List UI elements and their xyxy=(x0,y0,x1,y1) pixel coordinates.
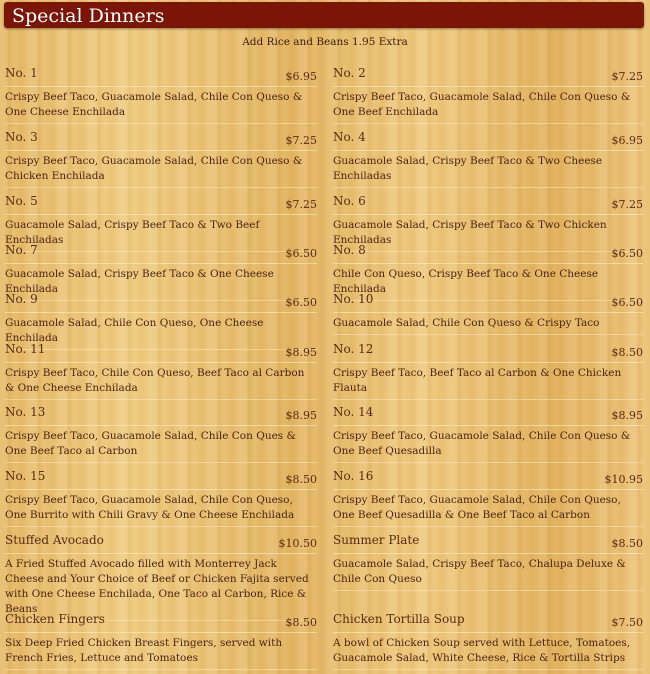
item-description: Crispy Beef Taco, Guacamole Salad, Chile Con Queso & One Beef Enchilada xyxy=(333,90,643,124)
item-price: $8.95 xyxy=(611,409,643,422)
menu-item xyxy=(5,612,317,670)
item-name: No. 7 xyxy=(5,243,38,257)
item-name: No. 14 xyxy=(333,405,374,419)
section-header xyxy=(4,2,644,28)
item-price: $6.95 xyxy=(285,70,317,83)
item-name: No. 11 xyxy=(5,342,46,356)
item-description: Guacamole Salad, Crispy Beef Taco & Two Beef Enchiladas xyxy=(5,218,317,252)
item-description: Crispy Beef Taco, Guacamole Salad, Chile Con Queso & One Beef Quesadilla xyxy=(333,429,643,463)
menu-item xyxy=(333,533,643,591)
menu-item xyxy=(333,405,643,463)
item-description: Six Deep Fried Chicken Breast Fingers, served with French Fries, Lettuce and Tomatoes xyxy=(5,636,317,670)
item-description: Guacamole Salad, Chile Con Queso & Crispy Taco xyxy=(333,316,643,335)
item-description: Guacamole Salad, Chile Con Queso, One Cheese Enchilada xyxy=(5,316,317,350)
item-price: $6.95 xyxy=(611,134,643,147)
item-name: No. 6 xyxy=(333,194,366,208)
item-name: No. 10 xyxy=(333,292,374,306)
item-description: Crispy Beef Taco, Guacamole Salad, Chile Con Queso, One Beef Quesadilla & One Beef Taco al Carbon xyxy=(333,493,643,527)
item-description: Guacamole Salad, Crispy Beef Taco & Two Chicken Enchiladas xyxy=(333,218,643,252)
item-price: $6.50 xyxy=(611,296,643,309)
item-price: $7.25 xyxy=(285,134,317,147)
item-description: A Fried Stuffed Avocado filled with Monterrey Jack Cheese and Your Choice of Beef or Chicken Fajita served with One Cheese Enchilada, One Taco al Carbon, Rice & Beans xyxy=(5,557,317,621)
item-price: $6.50 xyxy=(611,247,643,260)
item-name: No. 8 xyxy=(333,243,366,257)
menu-item xyxy=(333,469,643,527)
item-description: Crispy Beef Taco, Guacamole Salad, Chile Con Queso & Chicken Enchilada xyxy=(5,154,317,188)
menu-item xyxy=(5,533,317,621)
item-name: No. 5 xyxy=(5,194,38,208)
item-price: $7.25 xyxy=(611,198,643,211)
item-description: Chile Con Queso, Crispy Beef Taco & One Cheese Enchilada xyxy=(333,267,643,301)
item-description: Crispy Beef Taco, Guacamole Salad, Chile Con Queso & One Cheese Enchilada xyxy=(5,90,317,124)
item-name: Chicken Fingers xyxy=(5,612,105,626)
item-price: $7.25 xyxy=(285,198,317,211)
item-price: $10.95 xyxy=(604,473,643,486)
item-description: Crispy Beef Taco, Guacamole Salad, Chile Con Queso, One Burrito with Chili Gravy & One Cheese Enchilada xyxy=(5,493,317,527)
item-price: $8.50 xyxy=(285,473,317,486)
item-price: $7.50 xyxy=(611,616,643,629)
item-name: No. 2 xyxy=(333,66,366,80)
item-name: No. 4 xyxy=(333,130,366,144)
item-price: $7.25 xyxy=(611,70,643,83)
item-price: $8.95 xyxy=(285,409,317,422)
item-name: No. 15 xyxy=(5,469,46,483)
item-price: $6.50 xyxy=(285,247,317,260)
item-description: Crispy Beef Taco, Guacamole Salad, Chile Con Ques & One Beef Taco al Carbon xyxy=(5,429,317,463)
item-price: $10.50 xyxy=(278,537,317,550)
menu-item xyxy=(5,130,317,188)
menu-item xyxy=(333,612,643,670)
item-name: Chicken Tortilla Soup xyxy=(333,612,465,626)
item-description: Crispy Beef Taco, Chile Con Queso, Beef Taco al Carbon & One Cheese Enchilada xyxy=(5,366,317,400)
menu-item xyxy=(5,405,317,463)
menu-item xyxy=(333,292,643,335)
item-description: Guacamole Salad, Crispy Beef Taco & One Cheese Enchilada xyxy=(5,267,317,301)
menu-item xyxy=(5,342,317,400)
item-name: No. 9 xyxy=(5,292,38,306)
item-name: No. 13 xyxy=(5,405,46,419)
item-price: $6.50 xyxy=(285,296,317,309)
subtitle-note: Add Rice and Beans 1.95 Extra xyxy=(242,36,408,48)
menu-item xyxy=(333,130,643,188)
item-name: Stuffed Avocado xyxy=(5,533,104,547)
item-description: Guacamole Salad, Crispy Beef Taco, Chalupa Deluxe & Chile Con Queso xyxy=(333,557,643,591)
section-title: Special Dinners xyxy=(12,5,165,27)
item-price: $8.95 xyxy=(285,346,317,359)
item-description: A bowl of Chicken Soup served with Lettuce, Tomatoes, Guacamole Salad, White Cheese, Rice & Tortilla Strips xyxy=(333,636,643,670)
menu-item xyxy=(333,342,643,400)
item-price: $8.50 xyxy=(611,537,643,550)
item-name: No. 12 xyxy=(333,342,374,356)
item-price: $8.50 xyxy=(285,616,317,629)
menu-item xyxy=(5,469,317,527)
item-name: No. 1 xyxy=(5,66,38,80)
item-name: Summer Plate xyxy=(333,533,420,547)
item-description: Crispy Beef Taco, Beef Taco al Carbon & One Chicken Flauta xyxy=(333,366,643,400)
menu-item xyxy=(333,66,643,124)
item-name: No. 16 xyxy=(333,469,374,483)
item-price: $8.50 xyxy=(611,346,643,359)
item-description: Guacamole Salad, Crispy Beef Taco & Two Cheese Enchiladas xyxy=(333,154,643,188)
menu-item xyxy=(5,66,317,124)
item-name: No. 3 xyxy=(5,130,38,144)
